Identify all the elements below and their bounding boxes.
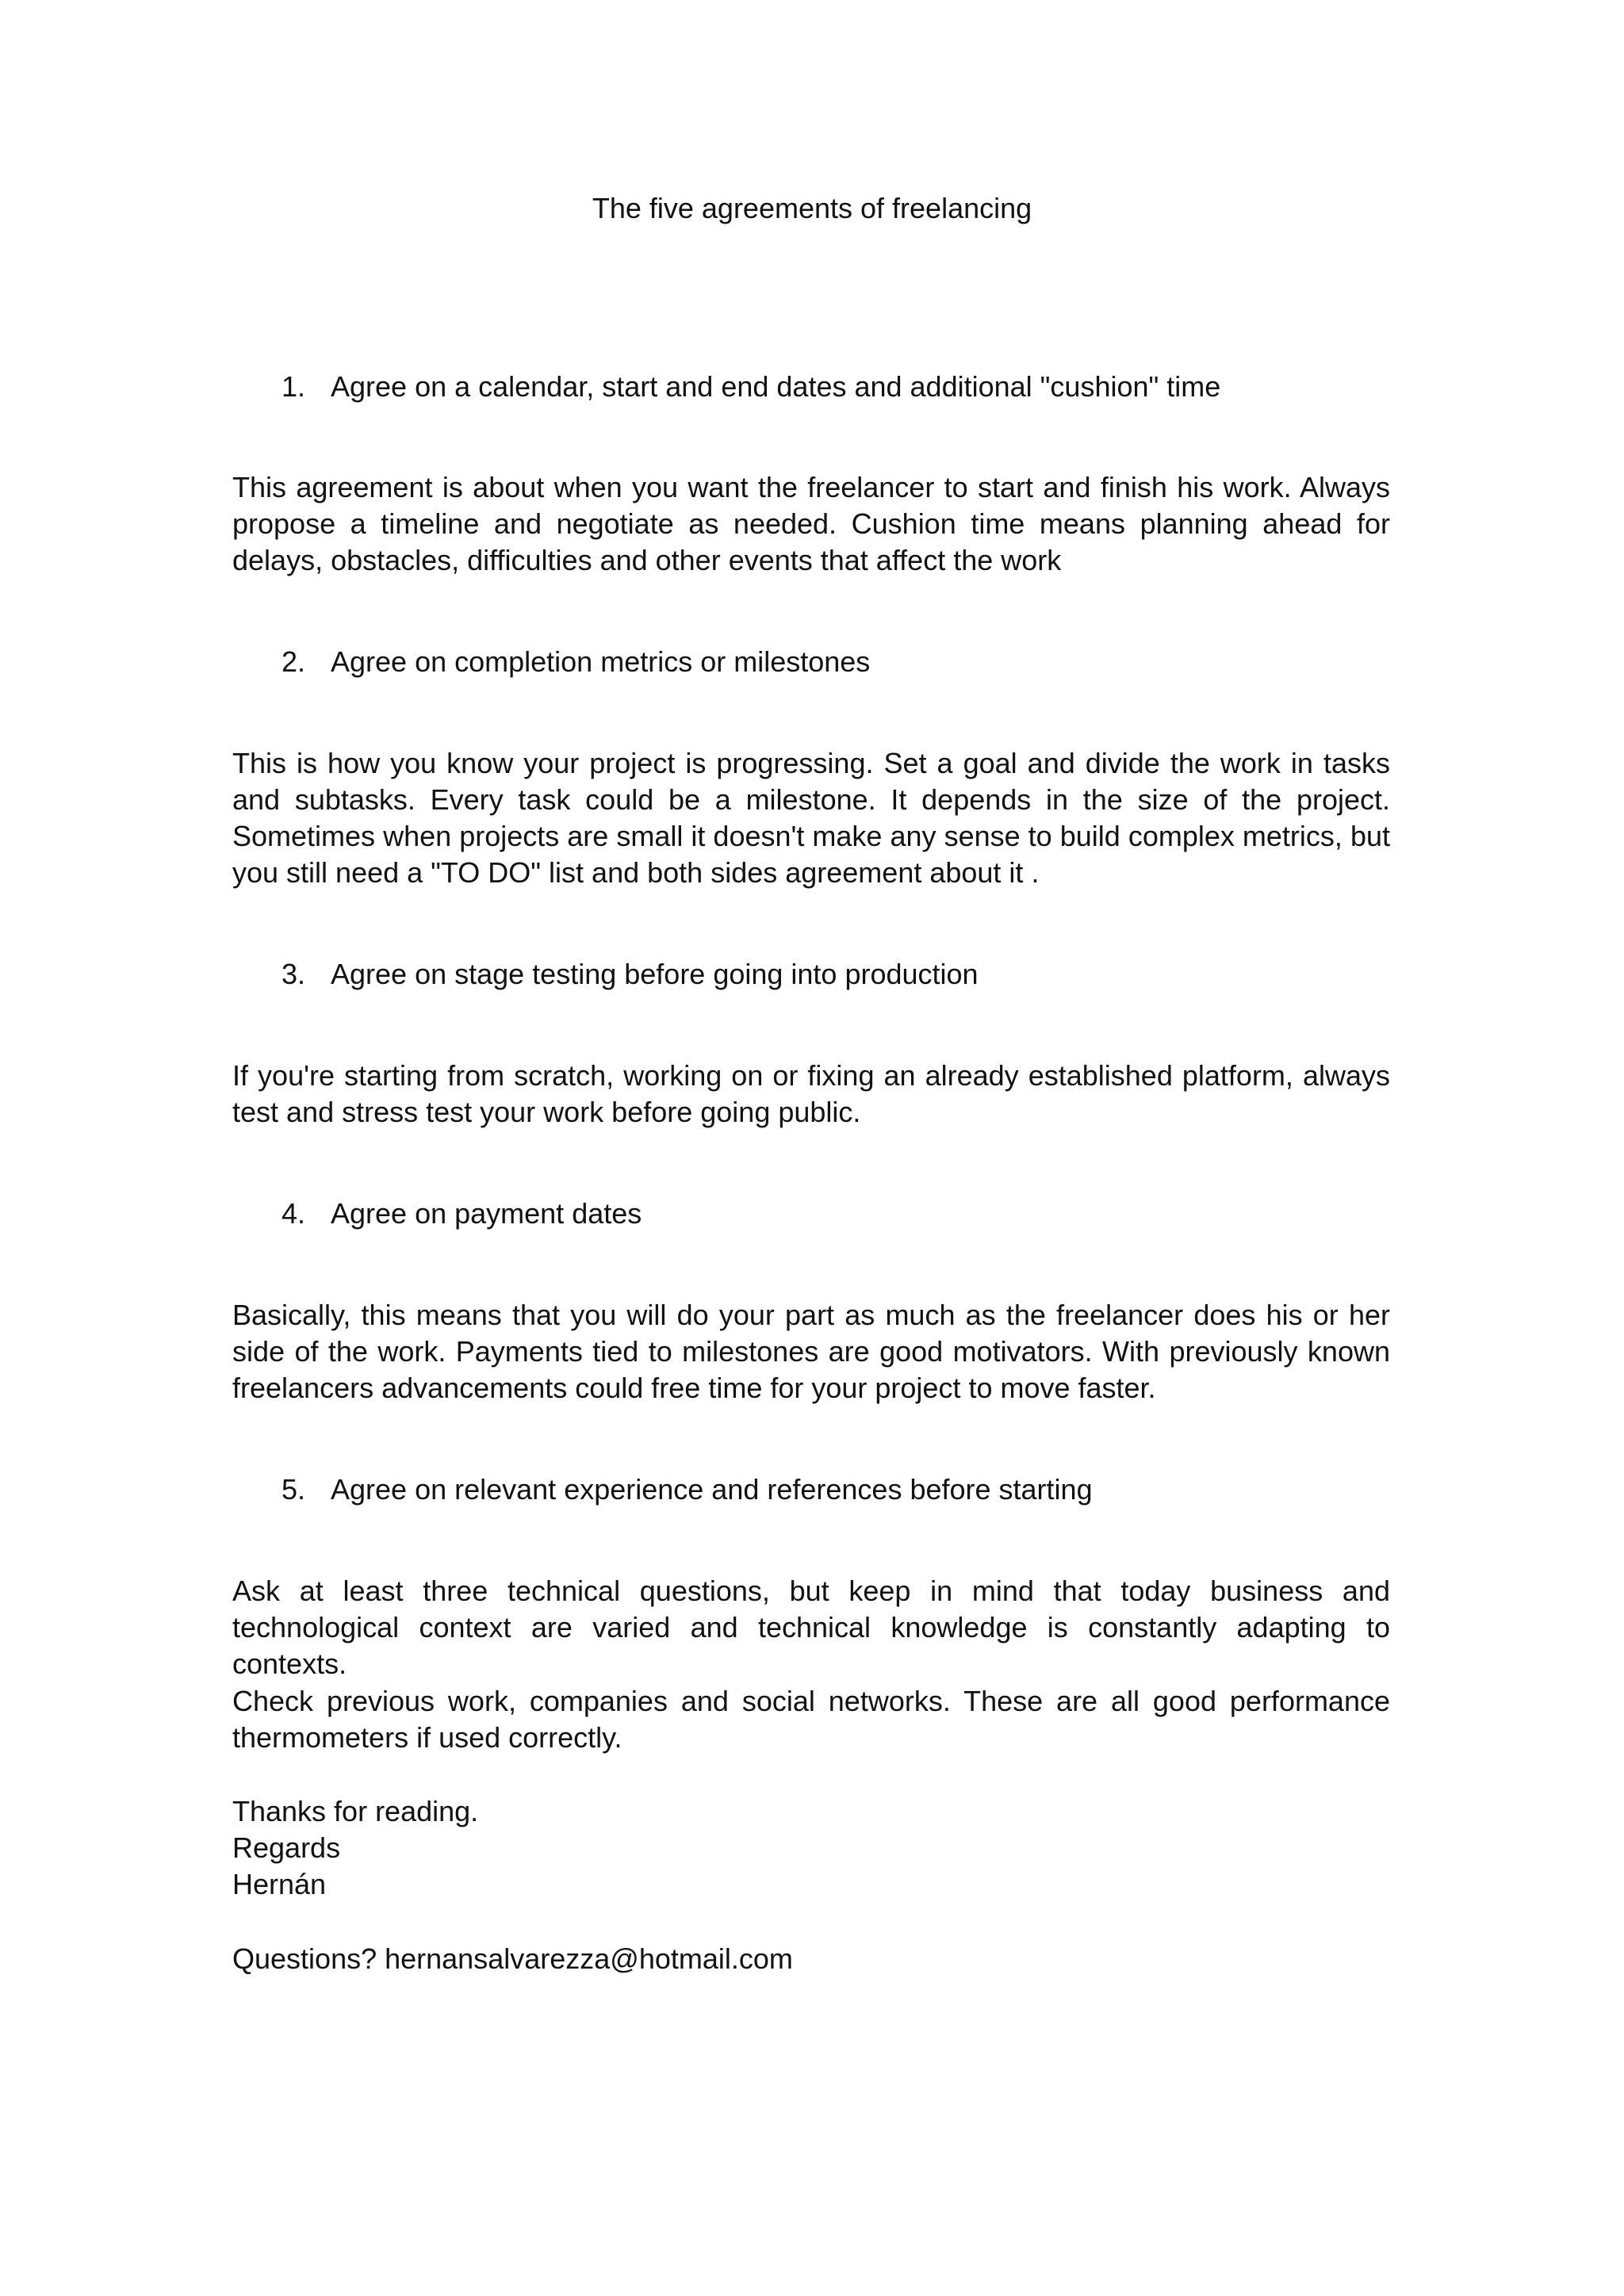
document-title: The five agreements of freelancing [592, 192, 1032, 224]
agreement-number: 4. [282, 1197, 306, 1230]
agreement-number: 1. [282, 370, 306, 403]
agreement-heading-text: Agree on payment dates [331, 1197, 642, 1230]
closing-name: Hernán [232, 1868, 327, 1900]
agreement-heading-3 [282, 956, 979, 993]
agreement-body-1: This agreement is about when you want the freelancer to start and finish his work. Always propose a timeline and negotiate as needed. Cushion time means planning ahead for delays, obstacles, difficulties and other events that affect the work [232, 471, 1390, 576]
agreement-body-5: Ask at least three technical questions, but keep in mind that today business and technological context are varied and technical knowledge is constantly adapting to contexts. [232, 1575, 1390, 1680]
agreement-body-4: Basically, this means that you will do your part as much as the freelancer does his or her side of the work. Payments tied to milestones are good motivators. With previously known freelancers advancements could free time for your project to move faster. [232, 1299, 1390, 1404]
agreement-heading-text: Agree on completion metrics or milestones [331, 645, 871, 678]
agreement-heading-text: Agree on stage testing before going into production [331, 958, 979, 990]
contact-line: Questions? hernansalvarezza@hotmail.com [232, 1942, 793, 1975]
agreement-body-2: This is how you know your project is progressing. Set a goal and divide the work in tasks and subtasks. Every task could be a milestone. It depends in the size of the project. Sometimes when projects are small it doesn't make any sense to build complex metrics, but you still need a "TO DO" list and both sides agreement about it . [232, 747, 1390, 889]
closing-regards: Regards [232, 1831, 341, 1864]
agreement-body-3: If you're starting from scratch, working on or fixing an already established platform, always test and stress test your work before going public. [232, 1059, 1390, 1128]
agreement-number: 2. [282, 645, 306, 678]
agreement-number: 3. [282, 958, 306, 990]
agreement-heading-text: Agree on relevant experience and references before starting [331, 1473, 1093, 1506]
agreement-number: 5. [282, 1473, 306, 1506]
agreement-heading-4 [282, 1196, 642, 1232]
closing-thanks: Thanks for reading. [232, 1795, 479, 1827]
agreement-heading-1 [282, 369, 1220, 405]
agreement-heading-text: Agree on a calendar, start and end dates and additional "cushion" time [331, 370, 1221, 403]
extra-paragraph: Check previous work, companies and social networks. These are all good performance thermometers if used correctly. [232, 1685, 1390, 1754]
agreement-heading-2 [282, 644, 870, 680]
agreement-heading-5 [282, 1471, 1093, 1508]
